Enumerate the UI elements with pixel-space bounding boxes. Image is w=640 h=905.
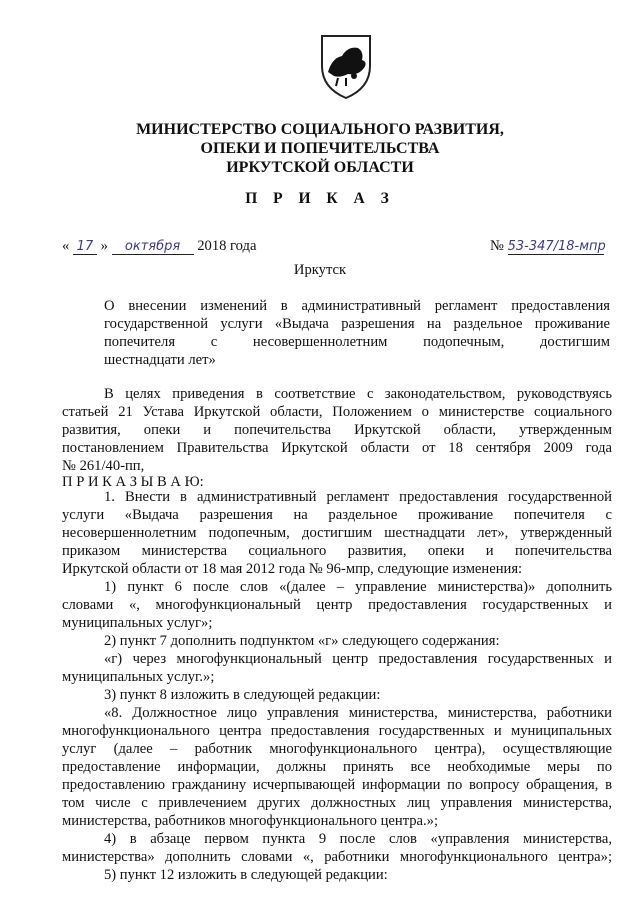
body-line: многофункционального центра предоставления государственных и муниципальных xyxy=(62,723,612,739)
body-line: муниципальных услуг.»; xyxy=(62,669,215,685)
body-line: министерства, работников многофункционального центра.»; xyxy=(62,813,439,829)
ministry-name-line-3: ИРКУТСКОЙ ОБЛАСТИ xyxy=(226,159,414,176)
date-line xyxy=(62,238,256,255)
body-line: словами «, многофункциональный центр предоставления государственных и xyxy=(62,597,612,613)
document-type-title: П Р И К А З xyxy=(245,190,395,207)
city-name: Иркутск xyxy=(293,262,347,278)
body-line: 5) пункт 12 изложить в следующей редакции: xyxy=(104,867,388,883)
date-month: октября xyxy=(112,239,194,255)
body-line: министерства» дополнить словами «, работники многофункционального центра»; xyxy=(62,849,612,865)
body-line: «8. Должностное лицо управления министерства, министерства, работники xyxy=(104,705,612,721)
body-line: предоставление информации, должны принять все необходимые меры по xyxy=(62,759,612,775)
body-line: 1) пункт 6 после слов «(далее – управление министерства)» дополнить xyxy=(104,579,612,595)
body-line: услуг (далее – работник многофункционального центра), осуществляющие xyxy=(62,741,612,757)
body-line: развития, опеки и попечительства Иркутской области, утвержденным xyxy=(62,422,612,438)
order-number-line xyxy=(490,238,604,255)
date-close-quote: » xyxy=(100,238,108,254)
body-line: том числе с привлечением других должностных лиц управления министерства, xyxy=(62,795,612,811)
body-line: 2) пункт 7 дополнить подпунктом «г» следующего содержания: xyxy=(104,633,500,649)
body-line: предоставлению гражданину исчерпывающей информации по вопросу обращения, в xyxy=(62,777,612,793)
body-line: 4) в абзаце первом пункта 9 после слов «управления министерства, xyxy=(104,831,612,847)
subject-line-3: попечителя с несовершеннолетним подопечным, достигшим xyxy=(104,334,610,350)
body-line: постановлением Правительства Иркутской области от 18 сентября 2009 года xyxy=(62,440,612,456)
body-line: услуги «Выдача разрешения на раздельное проживание попечителя с xyxy=(62,507,612,523)
date-day: 17 xyxy=(73,239,97,255)
body-line: № 261/40-пп, xyxy=(62,458,145,474)
subject-line-4: шестнадцати лет» xyxy=(104,352,216,368)
subject-line-2: государственной услуги «Выдача разрешения на раздельное проживание xyxy=(104,316,610,332)
body-line: муниципальных услуг»; xyxy=(62,615,213,631)
body-line: несовершеннолетним подопечным, достигшим шестнадцати лет», утвержденный xyxy=(62,525,612,541)
order-directive: П Р И К А З Ы В А Ю: xyxy=(62,474,204,490)
body-line: 3) пункт 8 изложить в следующей редакции: xyxy=(104,687,381,703)
body-line: Иркутской области от 18 мая 2012 года № 96-мпр, следующие изменения: xyxy=(62,561,523,577)
body-line: приказом министерства социального развития, опеки и попечительства xyxy=(62,543,612,559)
coat-of-arms-emblem xyxy=(318,32,374,100)
ministry-name-line-1: МИНИСТЕРСТВО СОЦИАЛЬНОГО РАЗВИТИЯ, xyxy=(136,121,504,138)
body-line: В целях приведения в соответствие с законодательством, руководствуясь xyxy=(104,386,612,402)
subject-line-1: О внесении изменений в административный регламент предоставления xyxy=(104,298,610,314)
body-line: «г) через многофункциональный центр предоставления государственных и xyxy=(104,651,612,667)
date-year: 2018 года xyxy=(197,238,257,254)
body-line: 1. Внести в административный регламент предоставления государственной xyxy=(104,489,612,505)
order-number-value: 53-347/18-мпр xyxy=(507,239,606,254)
body-line: статьей 21 Устава Иркутской области, Положением о министерстве социального xyxy=(62,404,612,420)
order-number-label: № xyxy=(490,238,504,254)
ministry-name-line-2: ОПЕКИ И ПОПЕЧИТЕЛЬСТВА xyxy=(200,140,440,157)
date-open-quote: « xyxy=(62,238,70,254)
